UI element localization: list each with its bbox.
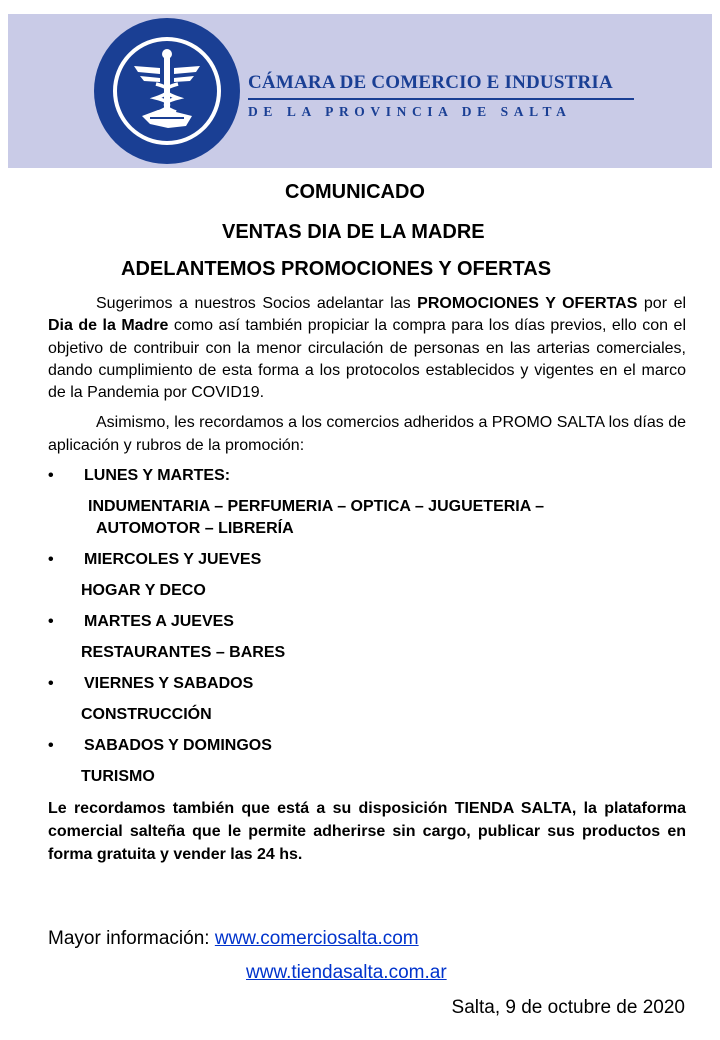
intro-text-2: por el [637, 295, 687, 312]
intro-text-1: Sugerimos a nuestros Socios adelantar las [96, 295, 418, 312]
schedule-days: • LUNES Y MARTES: [48, 465, 686, 487]
schedule-items: RESTAURANTES – BARES [81, 644, 286, 662]
schedule-items: HOGAR Y DECO [81, 582, 206, 600]
bullet-icon: • [48, 613, 54, 631]
title-ventas: VENTAS DIA DE LA MADRE [222, 221, 485, 243]
schedule-items: CONSTRUCCIÓN [81, 706, 212, 724]
schedule-items: TURISMO [81, 768, 155, 786]
body-content [48, 293, 686, 866]
title-comunicado: COMUNICADO [285, 181, 425, 203]
header-banner [8, 14, 712, 168]
chamber-logo [94, 18, 240, 164]
document-date: Salta, 9 de octubre de 2020 [451, 997, 685, 1018]
schedule-days: • VIERNES Y SABADOS [48, 673, 686, 695]
paragraph-promo-salta: Asimismo, les recordamos a los comercios adheridos a PROMO SALTA los días de aplicación y rubros de la promoción: [48, 414, 686, 454]
schedule-items: INDUMENTARIA – PERFUMERIA – OPTICA – JUGUETERIA – AUTOMOTOR – LIBRERÍA [88, 498, 545, 538]
schedule-days: • MARTES A JUEVES [48, 611, 686, 633]
bullet-icon: • [48, 467, 54, 485]
paragraph-intro [48, 293, 686, 404]
title-promociones: ADELANTEMOS PROMOCIONES Y OFERTAS [121, 258, 552, 280]
more-info-second-link [246, 962, 447, 984]
bullet-icon: • [48, 737, 54, 755]
schedule-days: • SABADOS Y DOMINGOS [48, 735, 686, 757]
intro-emphasis-promos: PROMOCIONES Y OFERTAS [417, 295, 638, 312]
org-title: CÁMARA DE COMERCIO E INDUSTRIA [248, 72, 613, 93]
paragraph-tienda-salta: Le recordamos también que está a su disposición TIENDA SALTA, la plataforma comercial salteña que le permite adherirse sin cargo, publicar sus productos en forma gratuita y vender las 24 hs. [48, 800, 686, 864]
link-tiendasalta[interactable]: www.tiendasalta.com.ar [246, 962, 447, 983]
org-title-underline [248, 98, 634, 100]
schedule-days: • MIERCOLES Y JUEVES [48, 549, 686, 571]
more-info-label: Mayor información: [48, 928, 215, 949]
link-comerciosalta[interactable]: www.comerciosalta.com [214, 928, 419, 949]
intro-emphasis-dia: Dia de la Madre [48, 317, 169, 335]
intro-text-3: como así también propiciar la compra para los días previos, ello con el objetivo de contribuir con la menor circulación de personas en las arterias comerciales, dando cumplimiento de esta forma a los protocolos establecidos y vigentes en el marco de la Pandemia por COVID19. [48, 317, 686, 402]
org-subtitle: DE LA PROVINCIA DE SALTA [248, 104, 572, 119]
more-info [48, 928, 419, 950]
bullet-icon: • [48, 675, 54, 693]
caduceus-handshake-icon [94, 18, 240, 164]
bullet-icon: • [48, 551, 54, 569]
